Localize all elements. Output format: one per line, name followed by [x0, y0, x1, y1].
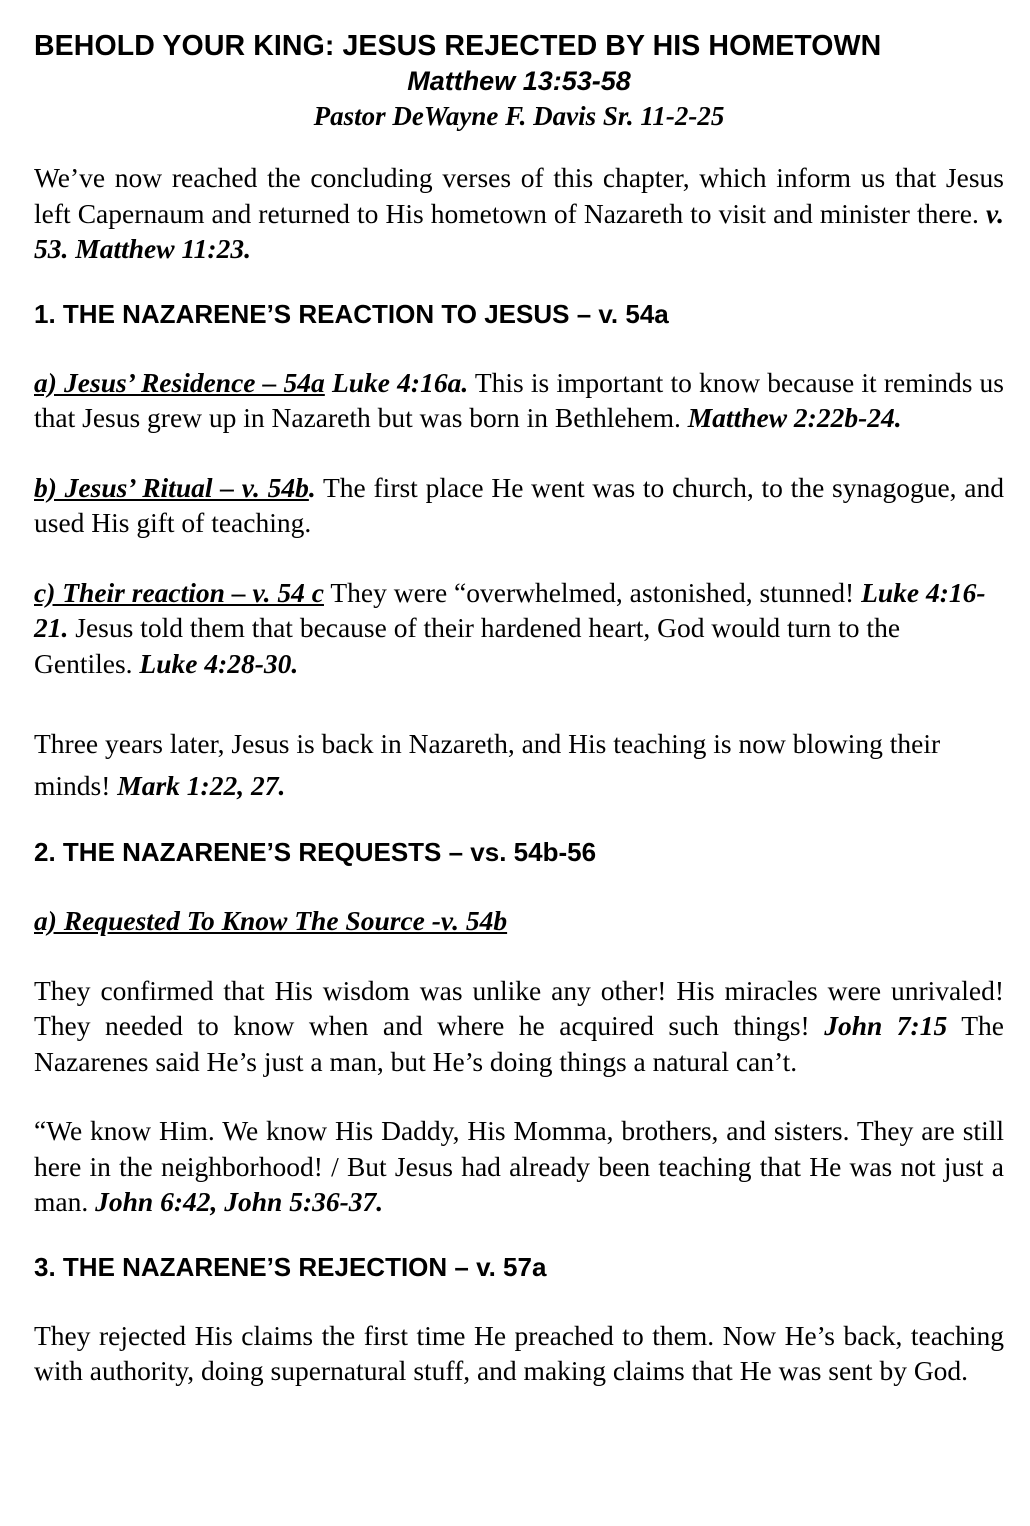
author-byline: Pastor DeWayne F. Davis Sr. 11-2-25	[313, 101, 725, 131]
s2-para1-text2: The Nazarenes said He’s just a man, but He’s doing things a natural can’t.	[34, 1010, 1004, 1077]
intro-paragraph	[34, 160, 1004, 267]
intro-refs: v. 53. Matthew 11:23.	[34, 197, 1005, 264]
section-2-point-a	[34, 903, 1004, 939]
point-a-label: a) Jesus’ Residence – 54a	[34, 366, 325, 398]
s2-para2-ref: John 6:42, John 5:36-37.	[95, 1186, 384, 1217]
section-2-heading: 2. THE NAZARENE’S REQUESTS – vs. 54b-56	[34, 837, 597, 867]
section-2-paragraph-1	[34, 973, 1004, 1080]
point-c-text2: Jesus told them that because of their hardened heart, God would turn to the Gentiles.	[34, 612, 901, 679]
s2-para1-ref: John 7:15	[824, 1010, 948, 1041]
section-1-closing	[34, 723, 1004, 807]
section-3-paragraph	[34, 1318, 1004, 1389]
point-b-text: The first place He went was to church, to the synagogue, and used His gift of teaching.	[34, 471, 1004, 538]
point-c-text1: They were “overwhelmed, astonished, stunned!	[330, 576, 855, 608]
point-c-ref2: Luke 4:28-30.	[139, 647, 299, 679]
document-page	[34, 28, 1004, 1389]
section-2-point-a-label: a) Requested To Know The Source -v. 54b	[34, 905, 508, 936]
point-a-ref2: Matthew 2:22b-24.	[687, 402, 902, 433]
point-b-label: b) Jesus’ Ritual – v. 54b	[34, 471, 309, 503]
section-2-paragraph-2	[34, 1113, 1004, 1220]
point-a-text: This is important to know because it reminds us that Jesus grew up in Nazareth but was born in Bethlehem.	[34, 366, 1005, 433]
section-1-point-c	[34, 575, 1004, 682]
section-1-point-a	[34, 365, 1004, 436]
s3-text: They rejected His claims the first time He preached to them. Now He’s back, teaching with authority, doing supernatural stuff, and making claims that He was sent by God.	[34, 1319, 1004, 1386]
scripture-reference: Matthew 13:53-58	[407, 66, 631, 96]
point-c-ref1: Luke 4:16-21.	[34, 576, 986, 643]
section-1-heading: 1. THE NAZARENE’S REACTION TO JESUS – v. 54a	[34, 298, 669, 329]
point-c-label: c) Their reaction – v. 54 c	[34, 576, 324, 608]
section-1-point-b: b) Jesus’ Ritual – v. 54b. The first place He went was to church, to the synagogue, and used His gift of teaching.	[34, 471, 1004, 538]
section-3-heading: 3. THE NAZARENE’S REJECTION – v. 57a	[34, 1251, 547, 1282]
intro-text: We’ve now reached the concluding verses of this chapter, which inform us that Jesus left Capernaum and returned to His hometown of Nazareth to visit and minister there.	[34, 162, 1004, 229]
s2-para1-text1: They confirmed that His wisdom was unlike any other! His miracles were unrivaled! They needed to know when and where he acquired such things!	[34, 974, 1004, 1041]
closing-ref: Mark 1:22, 27.	[117, 770, 286, 801]
closing-text: Three years later, Jesus is back in Nazareth, and His teaching is now blowing their minds!	[34, 728, 941, 801]
point-a-ref: Luke 4:16a.	[331, 366, 469, 398]
s2-para2-text: “We know Him. We know His Daddy, His Momma, brothers, and sisters. They are still here in the neighborhood! / But Jesus had already been teaching that He was not just a man.	[34, 1115, 1004, 1217]
document-title: BEHOLD YOUR KING: JESUS REJECTED BY HIS HOMETOWN	[34, 30, 882, 62]
